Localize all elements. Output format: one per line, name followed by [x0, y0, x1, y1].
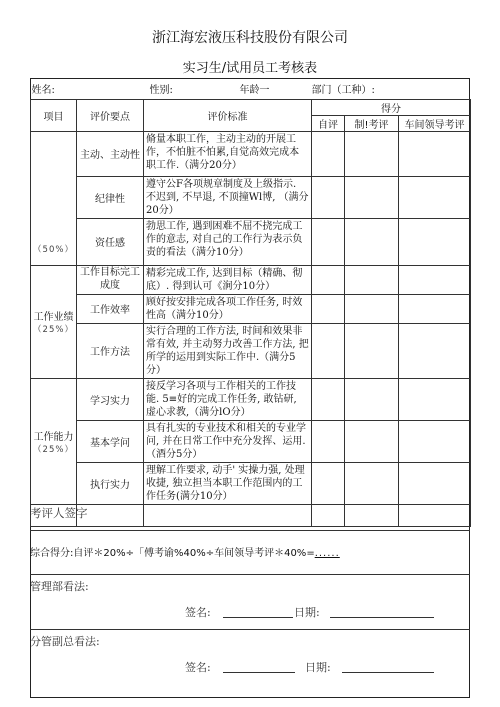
- score-supervisor-cell[interactable]: [345, 218, 399, 265]
- eval-criteria: 遵守公F各项规章制度及上级指示. 不迟到, 不早退, 不顶撞Wl博, （满分20分）: [144, 176, 312, 218]
- header-row-1: [31, 99, 471, 115]
- header-criteria: 评价标准: [144, 99, 312, 131]
- table-row: [31, 378, 471, 420]
- score-self-cell[interactable]: [312, 131, 345, 176]
- total-score-row: [30, 530, 470, 574]
- info-row: [31, 78, 471, 99]
- header-score: 得分: [312, 99, 471, 115]
- eval-criteria: 勃思工作, 遇到困难不屈不挠完成工作的意志, 对自己的工作行为表示负责的看法（满分10分）: [144, 218, 312, 265]
- header-supervisor: 制!考评: [345, 115, 399, 131]
- company-name: 浙江海宏液压科技股份有限公司: [152, 30, 348, 46]
- table-row: [31, 176, 471, 218]
- name-label: 姓名:: [31, 84, 55, 96]
- score-self-cell[interactable]: [312, 265, 345, 294]
- score-supervisor-cell[interactable]: [345, 294, 399, 323]
- group-cell: [31, 378, 77, 504]
- examiner-sign-row[interactable]: [30, 495, 470, 530]
- score-self-cell[interactable]: [312, 218, 345, 265]
- group-cell: [31, 131, 77, 265]
- department-label: 部门（工种）:: [311, 84, 375, 96]
- score-self-cell[interactable]: [312, 420, 345, 462]
- score-workshop-cell[interactable]: [399, 265, 471, 294]
- total-score-dots: ......: [314, 548, 340, 559]
- score-workshop-cell[interactable]: [399, 176, 471, 218]
- eval-criteria: 顾好按安排完成各项工作任务, 时效性高（满分10分）: [144, 294, 312, 323]
- eval-point: 纪律性: [77, 176, 144, 218]
- management-opinion-label: 管理部看法:: [30, 580, 89, 593]
- gender-label: 性别:: [149, 84, 173, 96]
- table-row: [31, 294, 471, 323]
- score-self-cell[interactable]: [312, 323, 345, 378]
- deputy-date-field[interactable]: [342, 660, 434, 673]
- score-self-cell[interactable]: [312, 176, 345, 218]
- eval-point: 工作目标完工成度: [77, 265, 144, 294]
- header-item: 项目: [31, 99, 77, 131]
- table-row: [31, 131, 471, 176]
- score-workshop-cell[interactable]: [399, 131, 471, 176]
- management-date-label: 日期:: [294, 606, 320, 619]
- table-row: [31, 218, 471, 265]
- total-score-formula: 自评＊20%÷「傅考谕%40%÷车间领导考评＊40%=: [73, 548, 315, 559]
- eval-criteria: 精彩完成工作, 达到目标（精确、彻底）. 得到认可《涧分10分）: [144, 265, 312, 294]
- form-title: 实习生/试用员工考核表: [182, 61, 318, 76]
- group-cell: [31, 265, 77, 378]
- score-supervisor-cell[interactable]: [345, 176, 399, 218]
- score-workshop-cell[interactable]: [399, 218, 471, 265]
- evaluation-table: [30, 78, 471, 527]
- group-percent: （50%）: [33, 244, 74, 255]
- eval-point: 资任感: [77, 218, 144, 265]
- age-label: 年龄一: [239, 84, 270, 96]
- deputy-sign-label: 签名:: [185, 661, 211, 674]
- eval-point: 执行实力: [77, 462, 144, 504]
- score-self-cell[interactable]: [312, 294, 345, 323]
- management-sign-label: 签名:: [185, 606, 211, 619]
- score-self-cell[interactable]: [312, 378, 345, 420]
- header-self: 自评: [312, 115, 345, 131]
- group-percent: （25%）: [33, 444, 74, 455]
- eval-criteria: 脩量本职工作，主动主动的开展工作，不怕脏不怕累,自觉高效完成本职工作.（满分20分）: [144, 131, 312, 176]
- score-supervisor-cell[interactable]: [345, 265, 399, 294]
- score-workshop-cell[interactable]: [399, 323, 471, 378]
- score-supervisor-cell[interactable]: [345, 420, 399, 462]
- eval-criteria: 接反学习各项与工作相关的工作技能. 5≡好的完成工作任务, 敢钻研, 虚心求教,（满分lO分）: [144, 378, 312, 420]
- group-percent: （25%）: [33, 325, 74, 335]
- score-workshop-cell[interactable]: [399, 294, 471, 323]
- table-row: [31, 420, 471, 462]
- eval-point: 基本学问: [77, 420, 144, 462]
- score-workshop-cell[interactable]: [399, 420, 471, 462]
- eval-point: 工作方法: [77, 323, 144, 378]
- deputy-date-label: 日期:: [305, 661, 331, 674]
- eval-criteria: 实行合理的工作方法, 时间和效果非常有效, 并主动努力改善工作方法, 把所学的运用到实际工作中.（满分5分）: [144, 323, 312, 378]
- eval-point: 工作效率: [77, 294, 144, 323]
- score-workshop-cell[interactable]: [399, 378, 471, 420]
- total-score-label: 综合得分:: [30, 548, 74, 559]
- header-points: 评价要点: [77, 99, 144, 131]
- deputy-opinion-section[interactable]: [30, 629, 470, 698]
- score-supervisor-cell[interactable]: [345, 378, 399, 420]
- eval-criteria: 具有扎实的专业技术和相关的专业学问, 并在日常工作中充分发挥、运用.（酒分5分）: [144, 420, 312, 462]
- management-opinion-section[interactable]: [30, 574, 470, 629]
- deputy-opinion-label: 分管副总看法:: [30, 635, 100, 648]
- examiner-sign-label: 考评人签字: [30, 506, 88, 520]
- eval-point: 主动、主动性: [77, 131, 144, 176]
- total-score-line: [30, 544, 340, 559]
- group-name: 工作业绩: [33, 312, 74, 323]
- header-workshop: 车间领导考评: [399, 115, 471, 131]
- table-row: [31, 265, 471, 294]
- eval-point: 学习实力: [77, 378, 144, 420]
- deputy-sign-field[interactable]: [223, 660, 295, 673]
- score-supervisor-cell[interactable]: [345, 323, 399, 378]
- table-row: [31, 323, 471, 378]
- eval-criteria: 理解工作要求, 动手' 实操力强, 处理收捷, 独立担当本职工作范围内的工作任务(满分10分）: [144, 462, 312, 504]
- management-sign-field[interactable]: [223, 605, 293, 618]
- score-supervisor-cell[interactable]: [345, 131, 399, 176]
- management-date-field[interactable]: [330, 605, 434, 618]
- group-name: 工作能力: [33, 431, 74, 443]
